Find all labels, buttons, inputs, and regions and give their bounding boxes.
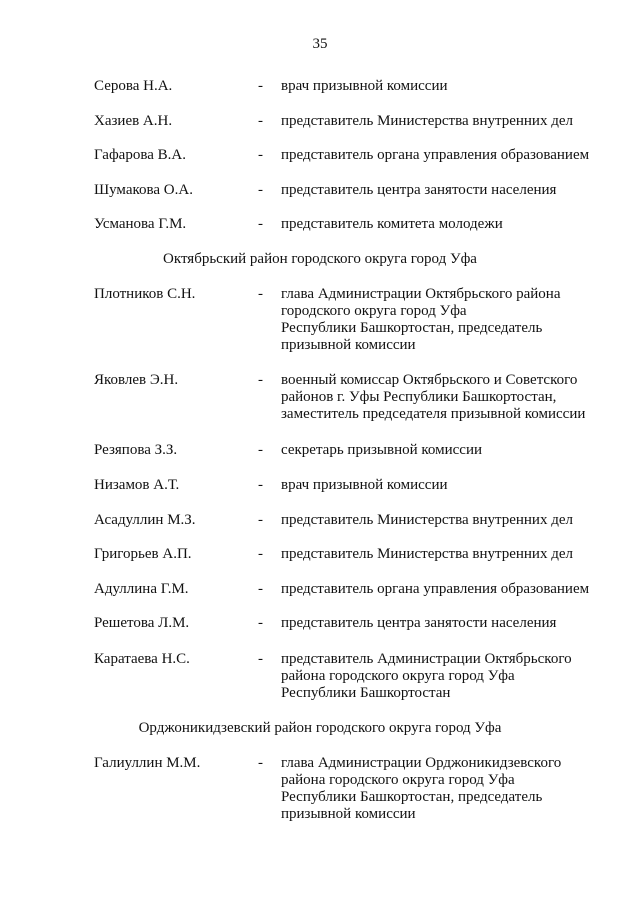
- member-name: Асадуллин М.З.: [94, 512, 196, 528]
- member-name: Гафарова В.А.: [94, 147, 186, 163]
- member-name: Каратаева Н.С.: [94, 651, 190, 667]
- member-role: [281, 78, 616, 95]
- role-line: Республики Башкортостан, председатель: [281, 789, 543, 805]
- separator-dash: -: [258, 755, 263, 771]
- role-line: Республики Башкортостан: [281, 685, 451, 701]
- separator-dash: -: [258, 147, 263, 163]
- member-name: Плотников С.Н.: [94, 286, 196, 302]
- section-heading: Орджоникидзевский район городского округа город Уфа: [138, 720, 502, 736]
- role-line: представитель центра занятости населения: [281, 182, 557, 198]
- member-name: Григорьев А.П.: [94, 546, 192, 562]
- separator-dash: -: [258, 372, 263, 388]
- member-role: [281, 372, 616, 423]
- member-name: Серова Н.А.: [94, 78, 173, 94]
- member-name: Яковлев Э.Н.: [94, 372, 179, 388]
- role-line: городского округа город Уфа: [281, 303, 467, 319]
- member-name: Хазиев А.Н.: [94, 113, 173, 129]
- separator-dash: -: [258, 615, 263, 631]
- page-number: 35: [312, 36, 328, 52]
- role-line: военный комиссар Октябрьского и Советского: [281, 372, 578, 388]
- separator-dash: -: [258, 442, 263, 458]
- separator-dash: -: [258, 651, 263, 667]
- role-line: заместитель председателя призывной комиссии: [281, 406, 586, 422]
- member-role: [281, 512, 616, 529]
- role-line: призывной комиссии: [281, 806, 416, 822]
- member-role: [281, 546, 616, 563]
- role-line: представитель Министерства внутренних дел: [281, 546, 573, 562]
- member-name: Низамов А.Т.: [94, 477, 180, 493]
- member-role: [281, 216, 616, 233]
- separator-dash: -: [258, 546, 263, 562]
- separator-dash: -: [258, 477, 263, 493]
- member-role: [281, 147, 616, 164]
- role-line: района городского округа город Уфа: [281, 772, 515, 788]
- member-role: [281, 581, 616, 598]
- member-role: [281, 755, 616, 823]
- member-role: [281, 113, 616, 130]
- role-line: глава Администрации Октябрьского района: [281, 286, 561, 302]
- role-line: представитель Министерства внутренних дел: [281, 113, 573, 129]
- member-role: [281, 182, 616, 199]
- member-name: Резяпова З.З.: [94, 442, 178, 458]
- separator-dash: -: [258, 182, 263, 198]
- member-role: [281, 477, 616, 494]
- separator-dash: -: [258, 216, 263, 232]
- separator-dash: -: [258, 512, 263, 528]
- role-line: районов г. Уфы Республики Башкортостан,: [281, 389, 557, 405]
- role-line: представитель органа управления образованием: [281, 581, 590, 597]
- member-name: Адуллина Г.М.: [94, 581, 189, 597]
- role-line: представитель комитета молодежи: [281, 216, 503, 232]
- role-line: представитель Администрации Октябрьского: [281, 651, 572, 667]
- role-line: глава Администрации Орджоникидзевского: [281, 755, 562, 771]
- role-line: представитель органа управления образованием: [281, 147, 590, 163]
- member-name: Галиуллин М.М.: [94, 755, 201, 771]
- role-line: врач призывной комиссии: [281, 477, 448, 493]
- member-name: Решетова Л.М.: [94, 615, 190, 631]
- role-line: врач призывной комиссии: [281, 78, 448, 94]
- member-role: [281, 651, 616, 702]
- member-name: Шумакова О.А.: [94, 182, 193, 198]
- member-role: [281, 442, 616, 459]
- role-line: секретарь призывной комиссии: [281, 442, 483, 458]
- role-line: призывной комиссии: [281, 337, 416, 353]
- role-line: Республики Башкортостан, председатель: [281, 320, 543, 336]
- role-line: представитель Министерства внутренних дел: [281, 512, 573, 528]
- member-role: [281, 615, 616, 632]
- separator-dash: -: [258, 286, 263, 302]
- role-line: представитель центра занятости населения: [281, 615, 557, 631]
- separator-dash: -: [258, 581, 263, 597]
- member-name: Усманова Г.М.: [94, 216, 187, 232]
- role-line: района городского округа город Уфа: [281, 668, 515, 684]
- member-role: [281, 286, 616, 354]
- separator-dash: -: [258, 113, 263, 129]
- section-heading: Октябрьский район городского округа город Уфа: [163, 251, 477, 267]
- separator-dash: -: [258, 78, 263, 94]
